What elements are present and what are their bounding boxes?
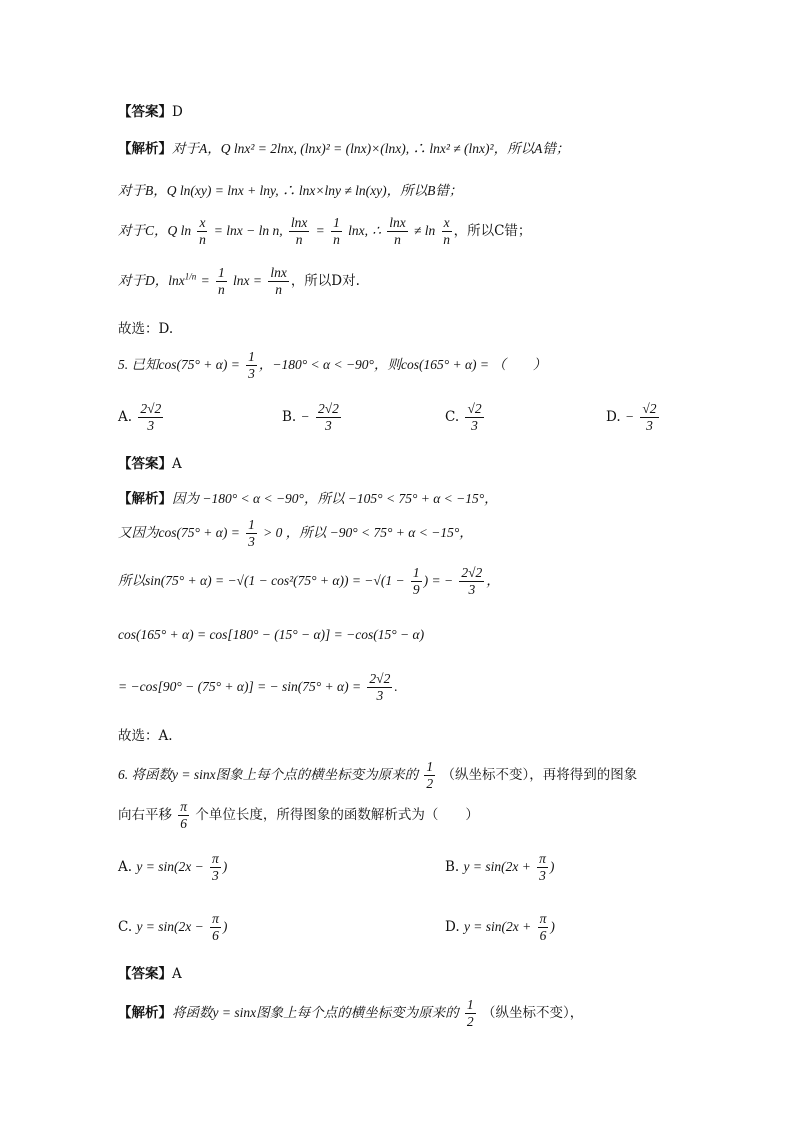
q5-stem [118,350,546,381]
q6-answer-line [118,968,182,982]
q6-option-d[interactable]: D. y = sin(2x + $\frac{\pi}{6}$ ) [445,911,555,944]
answer-label: 【答案】 [118,104,172,120]
q5-conclusion: 故选：A. [118,728,173,744]
q5-option-c[interactable]: C. $\frac{√2}{3}$ [445,401,482,434]
frac-one-third: $\frac{1}{3}$ [248,349,255,382]
frac-one-third-2: $\frac{1}{3}$ [248,517,255,550]
q4-analysis-a [118,142,569,157]
lnx-then: lnx, [348,223,369,239]
answer-value: D [172,104,183,120]
q5-option-d[interactable]: D. − $\frac{√2}{3}$ [606,401,657,434]
q6-stem-1: 6. 将函数y = sinx图象上每个点的横坐标变为原来的 $\frac{1}{2}$ （纵坐标不变），再将得到的图象 [118,759,638,792]
eq-sign: = [315,223,325,239]
frac-lnx-over-n-2: $\frac{\ln x}{n}$ [389,215,406,248]
q4-analysis-b [118,184,462,199]
frac-one-over-n-d: $\frac{1}{n}$ [217,265,225,298]
analysis-a-text: 对于A，Q lnx² = 2lnx, (lnx)² = (lnx)×(lnx), ∴ lnx² ≠ (lnx)²，所以A错； [172,141,570,156]
analysis-c-prefix: 对于C，Q ln [118,223,192,239]
answer-value: A [172,966,182,982]
answer-label: 【答案】 [118,456,172,472]
analysis-label: 【解析】 [118,141,172,157]
answer-value: A [172,456,182,472]
q6-option-b-frac: $\frac{\pi}{3}$ [539,851,546,884]
frac-lnx-over-n-d: $\frac{\ln x}{n}$ [270,265,287,298]
q6-option-c-frac: $\frac{\pi}{6}$ [212,911,219,944]
q5-stem-prefix: 5. 已知cos(75° + α) = [118,357,240,373]
frac-2root2-over-3: $\frac{2√2}{3}$ [461,565,483,598]
q5-option-c-frac: $\frac{√2}{3}$ [467,401,482,434]
q5-option-b[interactable]: B. − $\frac{2√2}{3}$ [282,401,339,434]
frac-lnx-over-n: $\frac{\ln x}{n}$ [290,215,308,248]
analysis-label: 【解析】 [118,1005,172,1022]
frac-one-ninth: $\frac{1}{9}$ [412,565,420,598]
q6-option-b[interactable]: B. y = sin(2x + $\frac{\pi}{3}$ ) [445,851,555,884]
q4-analysis-c [118,216,531,247]
frac-x-over-n: $\frac{x}{n}$ [199,215,206,248]
q5-analysis-2: 又因为cos(75° + α) = $\frac{1}{3}$ > 0 ，所以 −90° < 75° + α < −15°， [118,517,473,550]
q5-analysis-1: 【解析】因为 −180° < α < −90°，所以 −105° < 75° + α < −15°， [118,491,498,507]
q6-option-a[interactable]: A. y = sin(2x − $\frac{\pi}{3}$ ) [118,851,228,884]
eq-sign-d: = [200,273,210,289]
q6-stem-2: 向右平移 $\frac{\pi}{6}$ 个单位长度，所得图象的函数解析式为（ ） [118,799,479,832]
frac-pi-over-6: $\frac{\pi}{6}$ [180,799,188,832]
analysis-b-text: 对于B，Q ln(xy) = lnx + lny, ∴ lnx×lny ≠ ln(xy)，所以B错； [118,183,463,198]
analysis-d-suffix: ，所以D对. [290,273,360,290]
q4-conclusion: 故选：D. [118,321,174,337]
frac-x-over-n-2: $\frac{x}{n}$ [443,215,450,248]
answer-label: 【答案】 [118,966,172,982]
q5-option-a[interactable]: A. $\frac{2√2}{3}$ [118,401,162,434]
q4-answer-line [118,106,183,120]
therefore-sign: ∴ [372,223,381,239]
frac-one-over-n: $\frac{1}{n}$ [333,215,340,248]
lnx-eq: lnx = [233,273,263,289]
q5-analysis-3: 所以sin(75° + α) = −√(1 − cos²(75° + α)) = −√(1 − $\frac{1}{9}$ ) = − $\frac{2√2}{3}$ ， [118,565,500,598]
frac-one-half-2: $\frac{1}{2}$ [466,997,474,1030]
q5-option-a-frac: $\frac{2√2}{3}$ [140,401,162,434]
exponent-1-over-n: 1/n [184,271,197,282]
neq-ln: ≠ ln [414,223,436,239]
q6-option-d-frac: $\frac{\pi}{6}$ [539,911,547,944]
analysis-label: 【解析】 [118,491,172,507]
frac-one-half: $\frac{1}{2}$ [426,759,434,792]
q5-analysis-5: = −cos[90° − (75° + α)] = − sin(75° + α) = $\frac{2√2}{3}$ . [118,671,398,704]
frac-2root2-over-3-b: $\frac{2√2}{3}$ [369,671,391,704]
analysis-c-mid: = lnx − ln n, [213,223,283,239]
q5-option-d-frac: $\frac{√2}{3}$ [642,401,657,434]
q6-option-c[interactable]: C. y = sin(2x − $\frac{\pi}{6}$ ) [118,911,228,944]
q5-answer-line [118,458,182,472]
analysis-d-prefix: 对于D，lnx [118,273,185,289]
q6-analysis: 【解析】将函数y = sinx图象上每个点的横坐标变为原来的 $\frac{1}{2}$ （纵坐标不变）， [118,997,584,1030]
analysis-c-suffix: ，所以C错； [453,223,532,240]
q6-option-a-frac: $\frac{\pi}{3}$ [211,851,219,884]
q5-option-b-frac: $\frac{2√2}{3}$ [317,401,339,434]
q5-analysis-4: cos(165° + α) = cos[180° − (15° − α)] = −cos(15° − α) [118,627,425,642]
q5-stem-mid: ，−180° < α < −90°，则cos(165° + α) = （ ） [258,357,547,373]
q4-analysis-d [118,266,360,297]
